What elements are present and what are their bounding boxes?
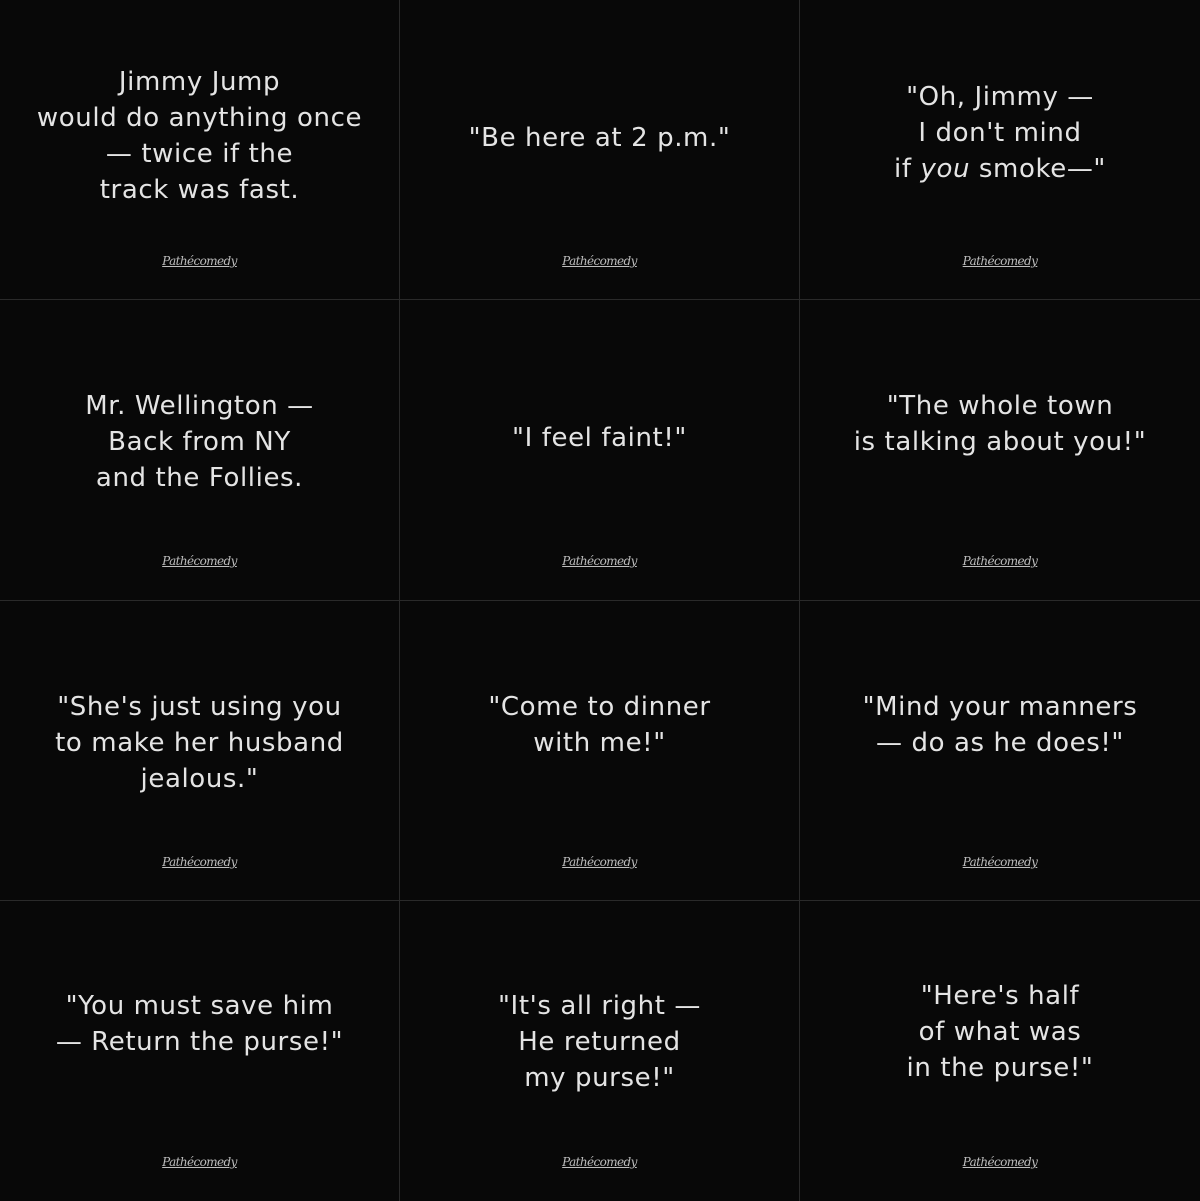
caption (810, 79, 1190, 187)
studio-logo: Pathécomedy (562, 855, 637, 869)
studio-logo: Pathécomedy (562, 1155, 637, 1169)
studio-logo: Pathécomedy (162, 855, 237, 869)
studio-logo: Pathécomedy (162, 554, 237, 568)
studio-logo: Pathécomedy (162, 254, 237, 268)
studio-logo: Pathécomedy (962, 1155, 1038, 1169)
studio-logo: Pathécomedy (962, 554, 1038, 568)
caption: Mr. Wellington — Back from NY and the Follies. (85, 391, 314, 493)
caption: "You must save him — Return the purse!" (55, 991, 344, 1057)
studio-logo: Pathécomedy (562, 554, 637, 568)
title-card-8 (400, 601, 799, 900)
caption: "Mind your manners — do as he does!" (862, 692, 1138, 758)
caption-part: smoke—" (970, 154, 1106, 184)
caption-emphasis: you (920, 154, 971, 184)
caption: "I feel faint!" (512, 423, 687, 453)
title-card-10 (0, 901, 399, 1201)
title-card-12 (800, 901, 1200, 1201)
caption: "It's all right — He returned my purse!" (498, 991, 701, 1093)
caption: Jimmy Jump would do anything once — twice if the track was fast. (36, 67, 363, 205)
title-card-2 (400, 0, 799, 299)
title-card-3 (800, 0, 1200, 299)
title-card-4 (0, 300, 399, 600)
title-card-6 (800, 300, 1200, 600)
title-card-5 (400, 300, 799, 600)
title-card-7 (0, 601, 399, 900)
caption: "The whole town is talking about you!" (853, 391, 1147, 457)
studio-logo: Pathécomedy (162, 1155, 237, 1169)
studio-logo: Pathécomedy (562, 254, 637, 268)
studio-logo: Pathécomedy (962, 855, 1038, 869)
title-card-1 (0, 0, 399, 299)
caption: "She's just using you to make her husband jealous." (55, 692, 344, 794)
caption-part: "Oh, Jimmy — I don't mind if (894, 82, 1094, 184)
caption: "Be here at 2 p.m." (468, 123, 731, 153)
caption: "Come to dinner with me!" (488, 692, 711, 758)
caption: "Here's half of what was in the purse!" (906, 981, 1094, 1083)
studio-logo: Pathécomedy (962, 254, 1038, 268)
title-card-11 (400, 901, 799, 1201)
title-card-9 (800, 601, 1200, 900)
